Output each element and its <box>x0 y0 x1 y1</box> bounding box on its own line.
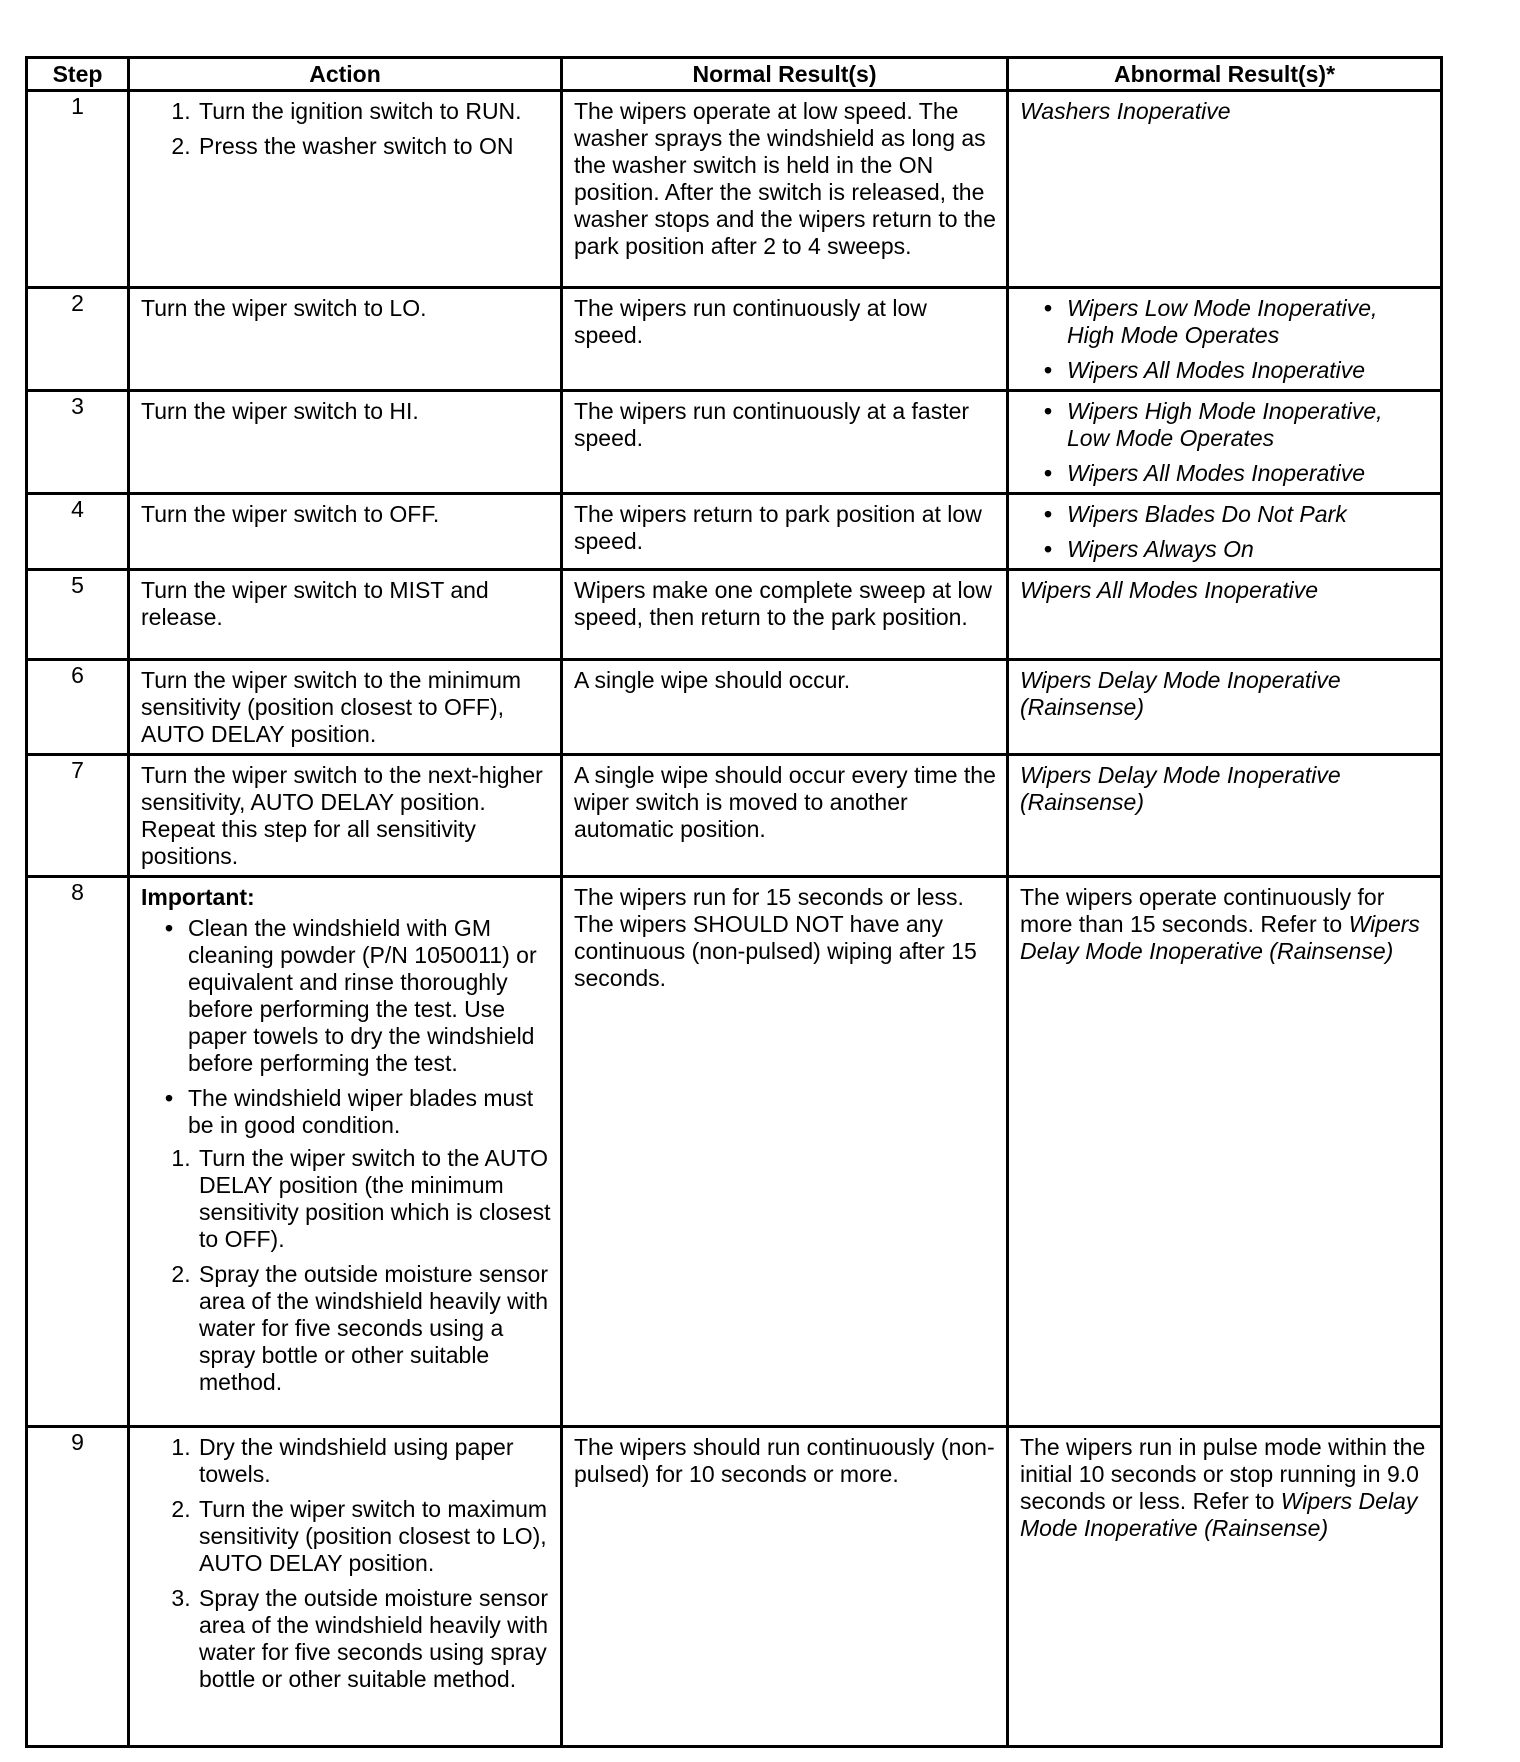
abnormal-item: • Wipers All Modes Inoperative <box>1067 357 1431 384</box>
normal-result-cell: The wipers run continuously at low speed. <box>562 288 1008 391</box>
abnormal-result-cell: Wipers All Modes Inoperative <box>1008 570 1442 660</box>
action-cell <box>129 877 562 1427</box>
table-header-row <box>27 58 1442 91</box>
header-step: Step <box>27 58 129 91</box>
action-item: 1. Turn the ignition switch to RUN. <box>197 98 551 125</box>
action-item: 2. Press the washer switch to ON <box>197 133 551 160</box>
table-row <box>27 91 1442 288</box>
step-number: 2 <box>27 288 129 391</box>
action-cell: Turn the wiper switch to OFF. <box>129 494 562 570</box>
abnormal-result-cell: Wipers Delay Mode Inoperative (Rainsense) <box>1008 660 1442 755</box>
table-row <box>27 391 1442 494</box>
abnormal-result-cell <box>1008 288 1442 391</box>
abnormal-item: • Wipers All Modes Inoperative <box>1067 460 1431 487</box>
abnormal-result-cell <box>1008 877 1442 1427</box>
action-cell <box>129 1427 562 1747</box>
step-number: 7 <box>27 755 129 877</box>
normal-result-cell: A single wipe should occur every time the wiper switch is moved to another automatic position. <box>562 755 1008 877</box>
action-cell: Turn the wiper switch to HI. <box>129 391 562 494</box>
abnormal-item: • Wipers Always On <box>1067 536 1431 563</box>
step-number: 1 <box>27 91 129 288</box>
action-cell <box>129 91 562 288</box>
important-item: • The windshield wiper blades must be in good condition. <box>188 1085 551 1139</box>
header-normal-results: Normal Result(s) <box>562 58 1008 91</box>
abnormal-result-cell: Washers Inoperative <box>1008 91 1442 288</box>
table-row <box>27 660 1442 755</box>
action-cell: Turn the wiper switch to the minimum sensitivity (position closest to OFF), AUTO DELAY position. <box>129 660 562 755</box>
step-number: 9 <box>27 1427 129 1747</box>
normal-result-cell: A single wipe should occur. <box>562 660 1008 755</box>
normal-result-cell: The wipers should run continuously (non-pulsed) for 10 seconds or more. <box>562 1427 1008 1747</box>
table-row <box>27 755 1442 877</box>
step-number: 6 <box>27 660 129 755</box>
step-number: 5 <box>27 570 129 660</box>
step-number: 3 <box>27 391 129 494</box>
header-action: Action <box>129 58 562 91</box>
abnormal-result-cell <box>1008 494 1442 570</box>
action-item: 1. Turn the wiper switch to the AUTO DELAY position (the minimum sensitivity position which is closest to OFF). <box>197 1145 551 1253</box>
abnormal-result-cell <box>1008 1427 1442 1747</box>
table-row <box>27 877 1442 1427</box>
action-cell: Turn the wiper switch to MIST and release. <box>129 570 562 660</box>
important-item: • Clean the windshield with GM cleaning powder (P/N 1050011) or equivalent and rinse thoroughly before performing the test. Use paper towels to dry the windshield before performing the test. <box>188 915 551 1077</box>
abnormal-reference: Wipers Delay Mode Inoperative (Rainsense) <box>1020 911 1420 964</box>
step-number: 4 <box>27 494 129 570</box>
normal-result-cell: The wipers operate at low speed. The washer sprays the windshield as long as the washer switch is held in the ON position. After the switch is released, the washer stops and the wipers return to the park position after 2 to 4 sweeps. <box>562 91 1008 288</box>
normal-result-cell: The wipers run for 15 seconds or less. The wipers SHOULD NOT have any continuous (non-pulsed) wiping after 15 seconds. <box>562 877 1008 1427</box>
normal-result-cell: The wipers return to park position at low speed. <box>562 494 1008 570</box>
important-label: Important: <box>141 884 255 910</box>
abnormal-item: • Wipers High Mode Inoperative, Low Mode Operates <box>1067 398 1431 452</box>
header-abnormal-results: Abnormal Result(s)* <box>1008 58 1442 91</box>
normal-result-cell: Wipers make one complete sweep at low speed, then return to the park position. <box>562 570 1008 660</box>
action-cell: Turn the wiper switch to LO. <box>129 288 562 391</box>
step-number: 8 <box>27 877 129 1427</box>
abnormal-result-cell: Wipers Delay Mode Inoperative (Rainsense) <box>1008 755 1442 877</box>
table-row <box>27 288 1442 391</box>
table-row <box>27 570 1442 660</box>
abnormal-reference: Wipers Delay Mode Inoperative (Rainsense) <box>1020 1488 1418 1541</box>
action-item: 2. Spray the outside moisture sensor area of the windshield heavily with water for five seconds using a spray bottle or other suitable method. <box>197 1261 551 1396</box>
abnormal-result-cell <box>1008 391 1442 494</box>
abnormal-item: • Wipers Low Mode Inoperative, High Mode Operates <box>1067 295 1431 349</box>
action-item: 1. Dry the windshield using paper towels. <box>197 1434 551 1488</box>
table-row <box>27 1427 1442 1747</box>
action-item: 3. Spray the outside moisture sensor area of the windshield heavily with water for five seconds using spray bottle or other suitable method. <box>197 1585 551 1693</box>
action-item: 2. Turn the wiper switch to maximum sensitivity (position closest to LO), AUTO DELAY position. <box>197 1496 551 1577</box>
abnormal-text: The wipers run in pulse mode within the initial 10 seconds or stop running in 9.0 seconds or less. Refer to <box>1020 1434 1426 1514</box>
normal-result-cell: The wipers run continuously at a faster speed. <box>562 391 1008 494</box>
table-row <box>27 494 1442 570</box>
action-cell: Turn the wiper switch to the next-higher sensitivity, AUTO DELAY position. Repeat this step for all sensitivity positions. <box>129 755 562 877</box>
diagnostic-procedure-table <box>25 56 1443 1748</box>
abnormal-item: • Wipers Blades Do Not Park <box>1067 501 1431 528</box>
abnormal-text: The wipers operate continuously for more than 15 seconds. Refer to <box>1020 884 1385 937</box>
